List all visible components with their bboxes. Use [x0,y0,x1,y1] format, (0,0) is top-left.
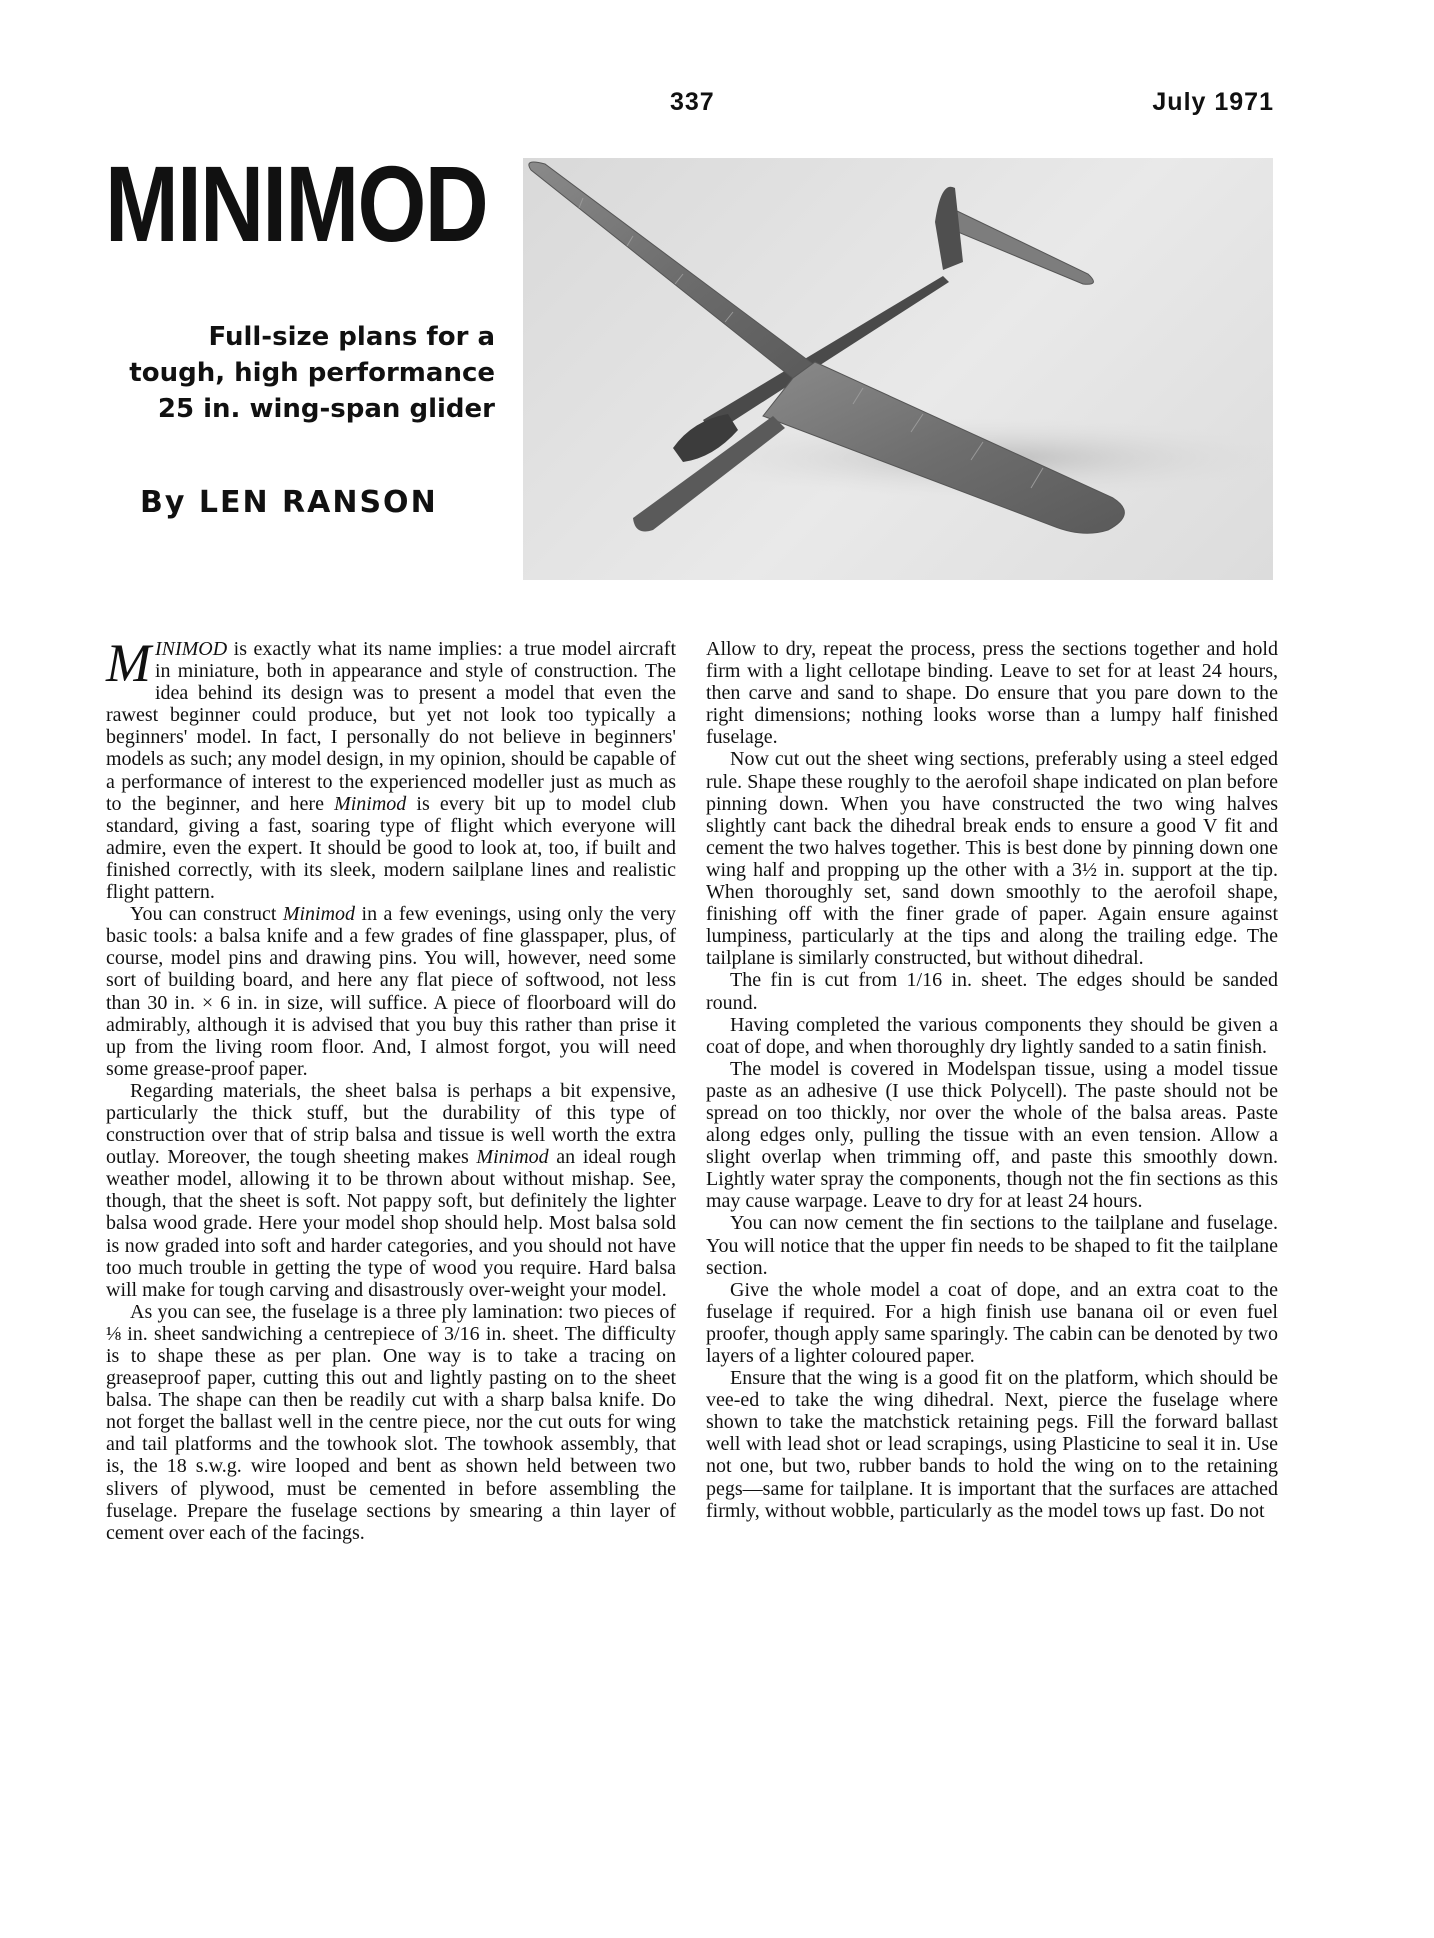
article-byline: By LEN RANSON [140,485,438,520]
paragraph: Ensure that the wing is a good fit on the platform, which should be vee-ed to take the wing dihedral. Next, pierce the fuselage where shown to take the matchstick retaining pegs. Fill the forward ballast well with lead shot or lead scrapings, using Plasticine to seal it in. Use not one, but two, rubber bands to hold the wing on to the retaining pegs—same for tailplane. It is important that the surfaces are attached firmly, without wobble, particularly as the model tows up fast. Do not [706,1367,1278,1522]
glider-illustration [523,158,1273,580]
paragraph: As you can see, the fuselage is a three ply lamination: two pieces of ⅛ in. sheet sandwiching a centrepiece of 3/16 in. sheet. The difficulty is to shape these as per plan. One way is to take a tracing on greaseproof paper, cutting this out and lightly pasting on to the sheet balsa. The shape can then be readily cut with a sharp balsa knife. Do not forget the ballast well in the centre piece, nor the cut outs for wing and tail platforms and the towhook slot. The towhook assembly, that is, the 18 s.w.g. wire looped and bent as shown held between two slivers of plywood, must be cemented in before assembling the fuselage. Prepare the fuselage sections by smearing a thin layer of cement over each of the facings. [106,1300,676,1544]
paragraph: Allow to dry, repeat the process, press the sections together and hold firm with a light cellotape binding. Leave to set for at least 24 hours, then carve and sand to shape. Do ensure that you pare down to the right dimensions; nothing looks worse than a lumpy half finished fuselage. [706,638,1278,749]
paragraph-text: is exactly what its name implies: a true model aircraft in miniature, both in appearance and style of construction. The idea behind its design was to present a model that even the rawest beginner could produce, but yet not look too typically a beginners' model. In fact, I personally do not believe in beginners' models as such; any model design, in my opinion, should be capable of a performance of interest to the experienced modeller just as much as to the beginner, and here [106,638,676,815]
paragraph-text: You can construct [130,903,283,926]
paragraph-text: is every bit up to model club standard, giving a fast, soaring type of flight which everyone will admire, even the expert. It should be good to look at, too, if built and finished correctly, with its sleek, modern sailplane lines and realistic flight pattern. [106,792,677,904]
glider-model-photo [523,158,1273,580]
paragraph-text: an ideal rough weather model, allowing it to be thrown about without mishap. See, though, that the sheet is soft. Not pappy soft, but definitely the lighter balsa wood grade. Here your model shop should help. Most balsa sold is now graded into soft and harder categories, and you should not have too much trouble in getting the type of wood you require. Hard balsa will make for tough carving and disastrously over-weight your model. [106,1146,677,1301]
page-number: 337 [670,88,715,116]
issue-date: July 1971 [1152,88,1274,116]
paragraph: You can now cement the fin sections to the tailplane and fuselage. You will notice that the upper fin needs to be shaped to fit the tailplane section. [706,1212,1278,1279]
lead-word: INIMOD [154,638,228,660]
model-name: Minimod [476,1146,549,1169]
model-name: Minimod [282,903,356,926]
left-wing [529,162,813,380]
body-column-left [106,633,677,1544]
paragraph-text: in a few evenings, using only the very basic tools: a balsa knife and a few grades of fine glasspaper, plus, of course, model pins and drawing pins. You will, however, need some sort of building board, and here any flat piece of softwood, not less than 30 in. × 6 in. in size, will suffice. A piece of floorboard will do admirably, although it is advised that you buy this rather than prise it up from the living room floor. And, I almost forgot, you will need some grease-proof paper. [106,903,676,1080]
paragraph [106,633,677,904]
paragraph [106,1080,676,1301]
paragraph: The fin is cut from 1/16 in. sheet. The edges should be sanded round. [706,969,1278,1014]
fin [935,187,963,270]
body-column-right [706,638,1278,1522]
article-title: MINIMOD [105,143,488,264]
drop-cap: M [106,633,151,693]
paragraph: The model is covered in Modelspan tissue, using a model tissue paste as an adhesive (I use thick Polycell). The paste should not be spread on too thickly, nor over the whole of the balsa areas. Paste along edges only, pulling the tissue with an even tension. Allow a slight overlap when trimming off, and paste this smoothly down. Lightly water spray the components, though not the fin sections as this may cause warpage. Leave to dry for at least 24 hours. [706,1057,1278,1213]
paragraph: Now cut out the sheet wing sections, preferably using a steel edged rule. Shape these roughly to the aerofoil shape indicated on plan before pinning down. When you have constructed the two wing halves slightly cant back the dihedral break ends to ensure a good V fit and cement the two halves together. This is best done by pinning down one wing half and propping up the other with a 3½ in. support at the tip. When thoroughly set, sand down smoothly to the aerofoil shape, finishing off with the finer grade of paper. Again ensure against lumpiness, particularly at the tips and along the trailing edge. The tailplane is similarly constructed, but without dihedral. [706,748,1278,970]
paragraph: Give the whole model a coat of dope, and an extra coat to the fuselage if required. For a high finish use banana oil or even fuel proofer, though apply same sparingly. The cabin can be denoted by two layers of a lighter coloured paper. [706,1278,1278,1367]
tailplane [941,210,1094,285]
paragraph [106,903,676,1080]
paragraph: Having completed the various components they should be given a coat of dope, and when thoroughly dry lightly sanded to a satin finish. [706,1013,1278,1058]
paragraph-text: Regarding materials, the sheet balsa is perhaps a bit expensive, particularly the thick stuff, but the durability of this type of construction over that of strip balsa and tissue is well worth the extra outlay. Moreover, the tough sheeting makes [106,1079,676,1169]
article-subtitle: Full-size plans for a tough, high performance 25 in. wing-span glider [129,322,495,424]
model-name: Minimod [334,792,407,815]
